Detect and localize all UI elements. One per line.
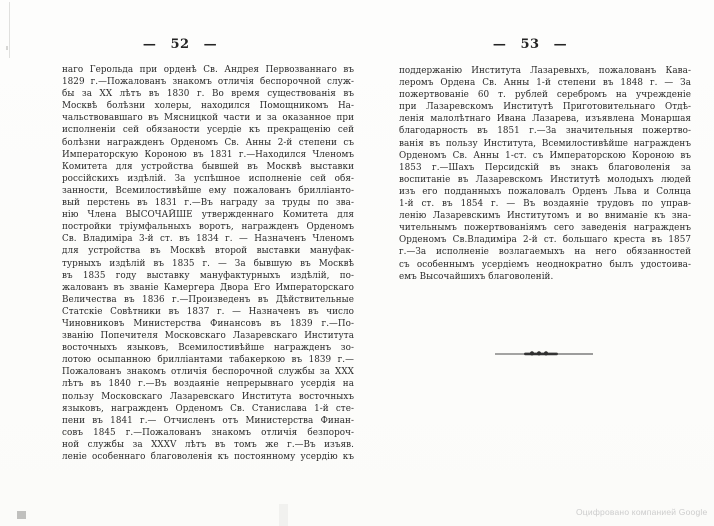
- text-line: леніе особеннаго благоволенія къ постоянному усердію къ: [62, 452, 354, 462]
- page-52-body-text: [62, 64, 354, 463]
- text-line: Св. Владиміра 3-й ст. въ 1834 г. — Назначенъ Членомъ: [62, 234, 354, 245]
- text-line: для устройства въ Москвѣ второй выставки мануфак-: [62, 246, 354, 257]
- text-line: Москвѣ болѣзни холеры, находился Помощникомъ На-: [62, 101, 354, 112]
- tapered-rule-ornament: [494, 349, 594, 359]
- text-line: изъ его подданныхъ пожаловалъ Орденъ Льва и Солнца: [399, 186, 691, 197]
- text-line: языковъ, награжденъ Орденомъ Св. Станислава 1-й сте-: [62, 403, 354, 414]
- text-line: ленія малолѣтнаго Ивана Лазарева, изъявлена Монаршая: [399, 114, 691, 125]
- text-line: Чиновниковъ Министерства Финансовъ въ 1839 г.—По-: [62, 318, 354, 329]
- text-line: 1-й ст. въ 1854 г. — Въ воздаяніе трудовъ по управ-: [399, 199, 691, 210]
- text-line: леромъ Ордена Св. Анны 1-й степени въ 1848 г. — За: [399, 78, 691, 89]
- scan-artifact-band: [279, 504, 288, 526]
- text-line: Императорскую Короною въ 1831 г.—Находился Членомъ: [62, 149, 354, 160]
- text-line: наго Герольда при орденѣ Св. Андрея Первозваннаго въ: [62, 65, 354, 75]
- text-line: Величества въ 1836 г.—Произведенъ въ Дѣйствительные: [62, 294, 354, 305]
- text-line: 1829 г.—Пожалованъ знакомъ отличія беспорочной служ-: [62, 77, 354, 88]
- text-line: совъ 1845 г.—Пожалованъ знакомъ отличія безпороч-: [62, 427, 354, 438]
- scan-artifact-square: [17, 511, 26, 519]
- google-digitization-watermark: Оцифровано компанией Google: [576, 507, 708, 517]
- text-line: восточныхъ языковъ, Всемилостивѣйше награжденъ зо-: [62, 343, 354, 354]
- page-number-52: — 52 —: [142, 37, 218, 52]
- text-line: россійскихъ издѣлій. За успѣшное исполненіе сей обя-: [62, 173, 354, 184]
- text-line: ной службы за XXXV лѣтъ въ томъ же г.—Въ изъяв.: [62, 439, 354, 450]
- text-line: лотою осыпанною брилліантами табакеркою въ 1839 г.—: [62, 355, 354, 366]
- text-line: пользу Московскаго Лазаревскаго Института восточныхъ: [62, 391, 354, 402]
- text-line: постройки тріумфальныхъ воротъ, награжденъ Орденомъ: [62, 222, 354, 233]
- scan-edge-artifact-line: [9, 2, 10, 58]
- text-line: пени въ 1841 г.— Отчисленъ отъ Министерства Финан-: [62, 415, 354, 426]
- text-line: ленію Лазаревскимъ Институтомъ и во вниманіе къ зна-: [399, 211, 691, 222]
- text-line: воспитаніе въ Лазаревскомъ Институтѣ молодыхъ людей: [399, 174, 691, 185]
- text-line: въ 1835 году выставку мануфактурныхъ издѣлій, по-: [62, 270, 354, 281]
- text-line: благодарность въ 1851 г.—За значительныя пожертво-: [399, 126, 691, 137]
- text-line: поддержанію Института Лазаревыхъ, пожалованъ Кава-: [399, 66, 691, 76]
- text-line: ванія въ пользу Института, Всемилостивѣйше награжденъ: [399, 138, 691, 149]
- text-line: съ особеннымъ усердіемъ неоднократно былъ удостоива-: [399, 259, 691, 270]
- text-line: нію Члена ВЫСОЧАЙШЕ утвержденнаго Комитета для: [62, 210, 354, 221]
- text-line: жалованъ въ званіе Камергера Двора Его Императорскаго: [62, 282, 354, 293]
- scan-edge-artifact-speck: [6, 46, 8, 50]
- text-line: турныхъ издѣлій въ 1835 г. — За бывшую въ Москвѣ: [62, 258, 354, 269]
- text-line: пожертвованіе 60 т. рублей серебромъ на учрежденіе: [399, 90, 691, 101]
- text-line: Комитета для устройства бывшей въ Москвѣ выставки: [62, 161, 354, 172]
- text-line: емъ Высочайшихъ благоволеній.: [399, 271, 554, 282]
- text-line: исполненіи сей обязаности усердіе къ прекращенію сей: [62, 125, 354, 136]
- page-53-body-text: [399, 65, 691, 283]
- text-line: при Лазаревскомъ Институтѣ Приготовительнаго Отдѣ-: [399, 102, 691, 113]
- text-line: лѣтъ въ 1840 г.—Въ воздаяніе непрерывнаго усердія на: [62, 379, 354, 390]
- text-line: званію Попечителя Московскаго Лазаревскаго Института: [62, 331, 354, 342]
- text-line: г.—За исполненіе возлагаемыхъ на него обязанностей: [399, 247, 691, 258]
- text-line: Статскіе Совѣтники въ 1837 г. — Назначенъ въ число: [62, 306, 354, 317]
- text-line: Орденомъ Св. Анны 1-ст. съ Императорскою Короною въ: [399, 150, 691, 161]
- text-line: бы за XX лѣтъ въ 1830 г. Во время существованія въ: [62, 89, 354, 100]
- text-line: Орденомъ Св.Владиміра 2-й ст. большаго креста въ 1857: [399, 235, 691, 246]
- text-line: занности, Всемилостивѣйше ему пожалованъ брилліанто-: [62, 185, 354, 196]
- page-number-53: — 53 —: [492, 37, 568, 52]
- text-line: вый перстень въ 1831 г.—Въ награду за труды по зва-: [62, 198, 354, 209]
- text-line: чительнымъ пожертвованіямъ сего заведенія награжденъ: [399, 223, 691, 234]
- text-line: чальствовавшаго въ Мясницкой части и за оказанное при: [62, 113, 354, 124]
- text-line: болѣзни награжденъ Орденомъ Св. Анны 2-й степени съ: [62, 137, 354, 148]
- text-line: 1853 г.—Шахъ Персидскій въ знакъ благоволенія за: [399, 162, 691, 173]
- text-line: Пожалованъ знакомъ отличія беспорочной службы за XXX: [62, 367, 354, 378]
